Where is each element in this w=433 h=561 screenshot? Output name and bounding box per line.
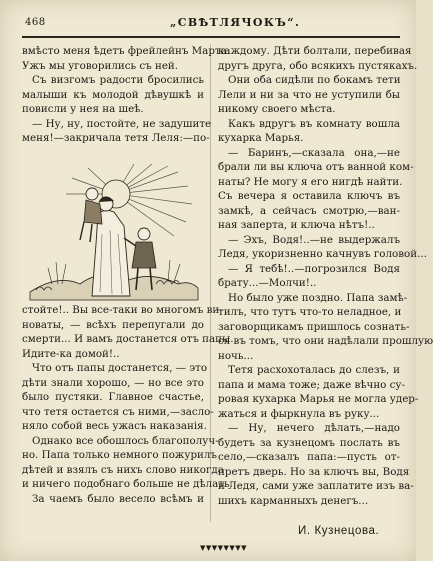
column-divider [210,44,211,522]
text-line: — Ну, нечего дѣлать,—надо [228,422,400,434]
text-line: дѣтей и взялъ съ нихъ слово никогда [22,463,224,476]
text-line: замкѣ, а сейчасъ смотрю,—ван- [218,204,400,217]
text-line: Ледя, укоризненно качнувъ головой... [218,248,427,260]
text-line: Ужъ мы уговорились съ ней. [22,59,179,72]
left-column-continued [22,303,234,506]
text-line: село,—сказалъ папа:—пусть от- [218,451,400,463]
illustration-engraving [28,164,200,300]
text-line: и Ледя, сами уже заплатите изъ ва- [218,480,414,492]
header-rule [22,36,400,38]
text-line: кухарка Марья. [218,132,304,144]
text-line: няло собой весь ужасъ наказанія. [22,420,207,432]
text-line: никому своего мѣста. [218,103,336,115]
text-line: другъ друга, обо всякихъ пустякахъ. [218,59,418,72]
text-line: меня!—закричала тетя Леля:—по- [22,132,210,144]
text-line: — Баринъ,—сказала она,—не [228,146,400,159]
text-line: — Я тебѣ!..—погрозился Водя [228,262,400,275]
text-line: брали ли вы ключа отъ ванной ком- [218,161,414,173]
text-line: Они оба сидѣли по бокамъ тети [228,74,401,86]
text-line: было пустяки. Главное счастье, [22,391,204,403]
text-line: ночь... [218,349,254,362]
left-column [22,44,231,146]
text-line: дѣти знали хорошо, — но все это [22,376,204,389]
text-line: Идите-ка домой!.. [22,347,120,360]
text-line: ровая кухарка Марья не могла удер- [218,393,419,405]
text-line: заговорщикамъ пришлось сознать- [218,320,410,333]
page-number: 468 [25,17,46,28]
woman-with-children-illustration [28,164,200,300]
text-line: стойте!.. Вы все-таки во многомъ ви- [22,304,223,316]
text-line: что тетя остается съ ними,—засло- [22,405,214,418]
text-line: жаться и фыркнула въ руку... [218,407,380,420]
text-line: малыши къ молодой дѣвушкѣ и [22,88,204,101]
text-line: брату...—Молчи!.. [218,277,317,289]
text-line: ная заперта, и ключа нѣтъ!.. [218,219,375,231]
text-line: ся въ томъ, что они надѣлали прошлую [218,335,433,347]
text-line: Какъ вдругъ въ комнату вошла [228,117,400,130]
text-line: шихъ карманныхъ денегъ... [218,494,369,507]
text-line: вмѣсто меня ѣдетъ фрейлейнъ Марта. [22,45,231,57]
text-line: Что отъ папы достанется, — это [32,362,208,374]
text-line: За чаемъ было весело всѣмъ и [32,492,204,505]
text-line: но. Папа только немного пожурилъ [22,449,217,461]
text-line: Но было уже поздно. Папа замѣ- [228,291,408,304]
text-line: и ничего подобнаго больше не дѣлать. [22,478,233,490]
author-signature: И. Кузнецова. [298,525,380,537]
text-line: Однако все обошлось благополуч- [32,434,219,447]
text-line: Лели и ни за что не уступили бы [218,88,400,101]
text-line: новаты, — всѣхъ перепугали до [22,318,204,331]
text-line: — Эхъ, Водя!..—не выдержалъ [228,233,400,246]
text-line: тилъ, что тутъ что-то неладное, и [218,306,402,318]
text-line: претъ дверь. Но за ключъ вы, Водя [218,465,410,478]
running-title: „СВѢТЛЯЧОКЪ“. [170,16,301,29]
text-line: Съ визгомъ радости бросились [32,74,204,86]
text-line: смерти... И вамъ достанется отъ папы. [22,333,234,345]
text-line: наты? Не могу я его нигдѣ найти. [218,175,403,188]
text-line: папа и мама тоже; даже вѣчно су- [218,378,405,391]
text-line: Тетя расхохоталась до слезъ, и [228,364,400,376]
text-line: будетъ за кузнецомъ послать въ [218,436,400,449]
text-line: — Ну, ну, постойте, не задушите [32,117,212,130]
text-line: Съ вечера я оставила ключъ въ [218,190,400,202]
text-line: каждому. Дѣти болтали, перебивая [218,45,412,57]
text-line: повисли у нея на шеѣ. [22,103,144,115]
decorative-ornament: ▼▼▼▼▼▼▼▼ [200,544,248,552]
right-column [218,44,433,508]
